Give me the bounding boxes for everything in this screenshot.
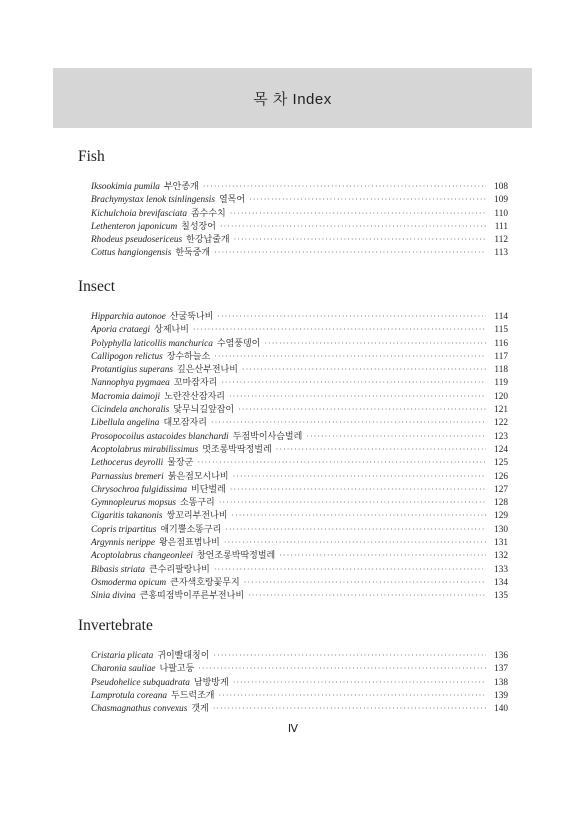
korean-name: 멋조롱박딱정벌레 [202, 444, 272, 455]
korean-name: 물장군 [167, 458, 194, 469]
korean-name: 대모잠자리 [163, 418, 207, 429]
korean-name: 큰홍띠점박이푸른부전나비 [139, 591, 245, 602]
dot-leader [198, 662, 486, 675]
page-ref: 129 [494, 511, 508, 522]
page-ref: 119 [494, 378, 508, 389]
scientific-name: Lamprotula coreana [91, 690, 168, 701]
toc-entry[interactable] [78, 193, 508, 206]
toc-entry[interactable] [78, 207, 508, 220]
toc-entry[interactable] [78, 509, 508, 522]
toc-entry[interactable] [78, 536, 508, 549]
page-ref: 109 [494, 195, 508, 206]
toc-section-invertebrate [78, 617, 508, 715]
toc-entry[interactable] [78, 430, 508, 443]
korean-name: 칠성장어 [181, 221, 216, 232]
toc-entry[interactable] [78, 470, 508, 483]
korean-name: 큰수리팔랑나비 [148, 564, 210, 575]
dot-leader [276, 443, 486, 456]
toc-entry[interactable] [78, 676, 508, 689]
dot-leader [279, 549, 486, 562]
korean-name: 두점박이사슴벌레 [232, 431, 303, 442]
page-ref: 137 [494, 664, 508, 675]
page-ref: 110 [494, 208, 508, 219]
scientific-name: Nannophya pygmaea [91, 378, 170, 389]
scientific-name: Protantigius superans [91, 365, 174, 376]
toc-entry[interactable] [78, 496, 508, 509]
dot-leader [214, 563, 486, 576]
page-ref: 116 [494, 338, 508, 349]
page-ref: 120 [494, 391, 508, 402]
korean-name: 비단벌레 [191, 484, 226, 495]
index-title: 목 차 Index [253, 90, 332, 108]
page-ref: 125 [494, 458, 508, 469]
scientific-name: Osmoderma opicum [91, 577, 167, 588]
toc-entry[interactable] [78, 220, 508, 233]
korean-name: 왕은점표범나비 [158, 538, 220, 549]
dot-leader [193, 323, 486, 336]
toc-entry[interactable] [78, 523, 508, 536]
scientific-name: Iksookimia pumila [91, 182, 160, 192]
toc-entry[interactable] [78, 337, 508, 350]
dot-leader [264, 337, 486, 350]
korean-name: 소똥구리 [179, 498, 215, 509]
korean-name: 나팔고둥 [159, 664, 195, 675]
korean-name: 깊은산부전나비 [177, 365, 238, 376]
toc-entry[interactable] [78, 456, 508, 469]
korean-name: 두드럭조개 [171, 690, 215, 701]
dot-leader [203, 180, 486, 193]
scientific-name: Libellula angelina [91, 418, 160, 429]
scientific-name: Macromia daimoji [91, 391, 161, 402]
korean-name: 부안종개 [163, 182, 199, 192]
korean-name: 한둑중개 [175, 248, 211, 259]
dot-leader [249, 193, 486, 206]
toc-entry[interactable] [78, 390, 508, 403]
korean-name: 쌍꼬리부전나비 [166, 511, 228, 522]
page-ref: 113 [494, 248, 508, 259]
korean-name: 붉은점모시나비 [167, 471, 229, 482]
page-ref: 123 [494, 431, 508, 442]
toc-entry[interactable] [78, 443, 508, 456]
scientific-name: Callipogon relictus [91, 351, 163, 362]
korean-name: 남방방게 [193, 677, 229, 688]
page-ref: 133 [494, 564, 508, 575]
dot-leader [306, 430, 486, 443]
dot-leader [248, 589, 486, 602]
korean-name: 노란잔산잠자리 [164, 391, 225, 402]
scientific-name: Chrysochroa fulgidissima [91, 484, 187, 495]
page-ref: 128 [494, 498, 508, 509]
toc-entry[interactable] [78, 589, 508, 602]
dot-leader [219, 689, 487, 702]
korean-name: 수염풍뎅이 [216, 338, 261, 349]
dot-leader [214, 246, 486, 259]
dot-leader [233, 676, 486, 689]
page-ref: 132 [494, 551, 508, 562]
toc-entry[interactable] [78, 310, 508, 323]
scientific-name: Gymnopleurus mopsus [91, 498, 176, 509]
index-banner [53, 68, 532, 128]
page-ref: 135 [494, 591, 508, 602]
toc-entry[interactable] [78, 563, 508, 576]
dot-leader [224, 536, 486, 549]
scientific-name: Cicindela anchoralis [91, 405, 170, 416]
page-ref: 108 [494, 182, 508, 192]
page-ref: 127 [494, 484, 508, 495]
korean-name: 큰자색호랑꽃무지 [170, 577, 240, 588]
page-ref: 126 [494, 471, 508, 482]
section-heading: Invertebrate [78, 617, 153, 634]
scientific-name: Parnassius bremeri [91, 471, 164, 482]
page-ref: 112 [494, 235, 508, 246]
toc-section-fish [78, 148, 508, 260]
scientific-name: Rhodeus pseudosericeus [91, 235, 183, 246]
page-ref: 114 [494, 312, 508, 322]
toc-entry[interactable] [78, 416, 508, 429]
scientific-name: Kichulchoia brevifasciata [91, 208, 187, 219]
scientific-name: Aporia crataegi [91, 325, 151, 336]
scientific-name: Cottus hangiongensis [91, 248, 172, 259]
korean-name: 꼬마잠자리 [173, 378, 218, 389]
toc-entry[interactable] [78, 576, 508, 589]
korean-name: 애기뿔소똥구리 [160, 524, 222, 535]
dot-leader [211, 416, 486, 429]
scientific-name: Acoptolabrus mirabilissimus [91, 444, 199, 455]
dot-leader [217, 310, 486, 323]
toc-entry[interactable] [78, 323, 508, 336]
section-heading: Insect [78, 278, 116, 295]
korean-name: 좀수수치 [190, 208, 226, 219]
dot-leader [231, 509, 486, 522]
scientific-name: Sinia divina [91, 591, 136, 602]
page-ref: 134 [494, 577, 508, 588]
toc-entry[interactable] [78, 363, 508, 376]
scientific-name: Charonia sauliae [91, 664, 156, 675]
page-ref: 136 [494, 651, 508, 661]
scientific-name: Hipparchia autonoe [91, 312, 166, 322]
scientific-name: Polyphylla laticollis manchurica [91, 338, 213, 349]
page-ref: 117 [494, 351, 508, 362]
toc-entry[interactable] [78, 549, 508, 562]
korean-name: 닻무늬길앞잡이 [173, 405, 235, 416]
toc-entry[interactable] [78, 702, 508, 715]
toc-entry[interactable] [78, 376, 508, 389]
dot-leader [233, 470, 486, 483]
scientific-name: Bibasis striata [91, 564, 145, 575]
dot-leader [225, 523, 486, 536]
page-ref: 138 [494, 677, 508, 688]
page-ref: 131 [494, 538, 508, 549]
scientific-name: Acoptolabrus changeonleei [91, 551, 193, 562]
korean-name: 장수하늘소 [166, 351, 211, 362]
dot-leader [230, 483, 486, 496]
scientific-name: Cigaritis takanonis [91, 511, 163, 522]
page-ref: 130 [494, 524, 508, 535]
toc-entry[interactable] [78, 649, 508, 662]
page-ref: 122 [494, 418, 508, 429]
dot-leader [244, 576, 486, 589]
toc-entry[interactable] [78, 403, 508, 416]
page-ref: 139 [494, 690, 508, 701]
dot-leader [234, 233, 486, 246]
korean-name: 귀이빨대칭이 [157, 651, 210, 661]
page-ref: 115 [494, 325, 508, 336]
section-heading: Fish [78, 148, 105, 165]
page-ref: 140 [494, 704, 508, 715]
scientific-name: Prosopocoilus astacoides blanchardi [91, 431, 229, 442]
toc-entry[interactable] [78, 483, 508, 496]
toc-entry[interactable] [78, 662, 508, 675]
dot-leader [229, 390, 486, 403]
korean-name: 한강납줄개 [186, 235, 230, 246]
toc-entry[interactable] [78, 350, 508, 363]
dot-leader [197, 456, 486, 469]
korean-name: 열목어 [218, 195, 246, 206]
toc-entry[interactable] [78, 233, 508, 246]
page-ref: 124 [494, 444, 508, 455]
korean-name: 산굴뚝나비 [169, 312, 214, 322]
scientific-name: Lethocerus deyrolli [91, 458, 164, 469]
korean-name: 갯게 [191, 704, 209, 715]
scientific-name: Argynnis nerippe [91, 538, 155, 549]
dot-leader [214, 350, 486, 363]
korean-name: 상제나비 [154, 325, 189, 336]
dot-leader [238, 403, 486, 416]
toc-entry[interactable] [78, 246, 508, 259]
toc-entry[interactable] [78, 689, 508, 702]
dot-leader [220, 220, 486, 233]
korean-name: 창언조롱박딱정벌레 [196, 551, 276, 562]
dot-leader [230, 207, 486, 220]
scientific-name: Cristaria plicata [91, 651, 154, 661]
dot-leader [213, 702, 486, 715]
scientific-name: Lethenteron japonicum [91, 221, 178, 232]
page-ref: 118 [494, 365, 508, 376]
scientific-name: Brachymystax lenok tsinlingensis [91, 195, 215, 206]
page-ref: 121 [494, 405, 508, 416]
scientific-name: Chasmagnathus convexus [91, 704, 188, 715]
dot-leader [213, 649, 486, 662]
page-ref: 111 [494, 221, 508, 232]
dot-leader [242, 363, 486, 376]
scientific-name: Pseudohelice subquadrata [91, 677, 190, 688]
dot-leader [221, 376, 486, 389]
toc-entry[interactable] [78, 180, 508, 193]
dot-leader [219, 496, 486, 509]
page-number: Ⅳ [287, 723, 299, 735]
scientific-name: Copris tripartitus [91, 524, 157, 535]
toc-section-insect [78, 278, 508, 603]
